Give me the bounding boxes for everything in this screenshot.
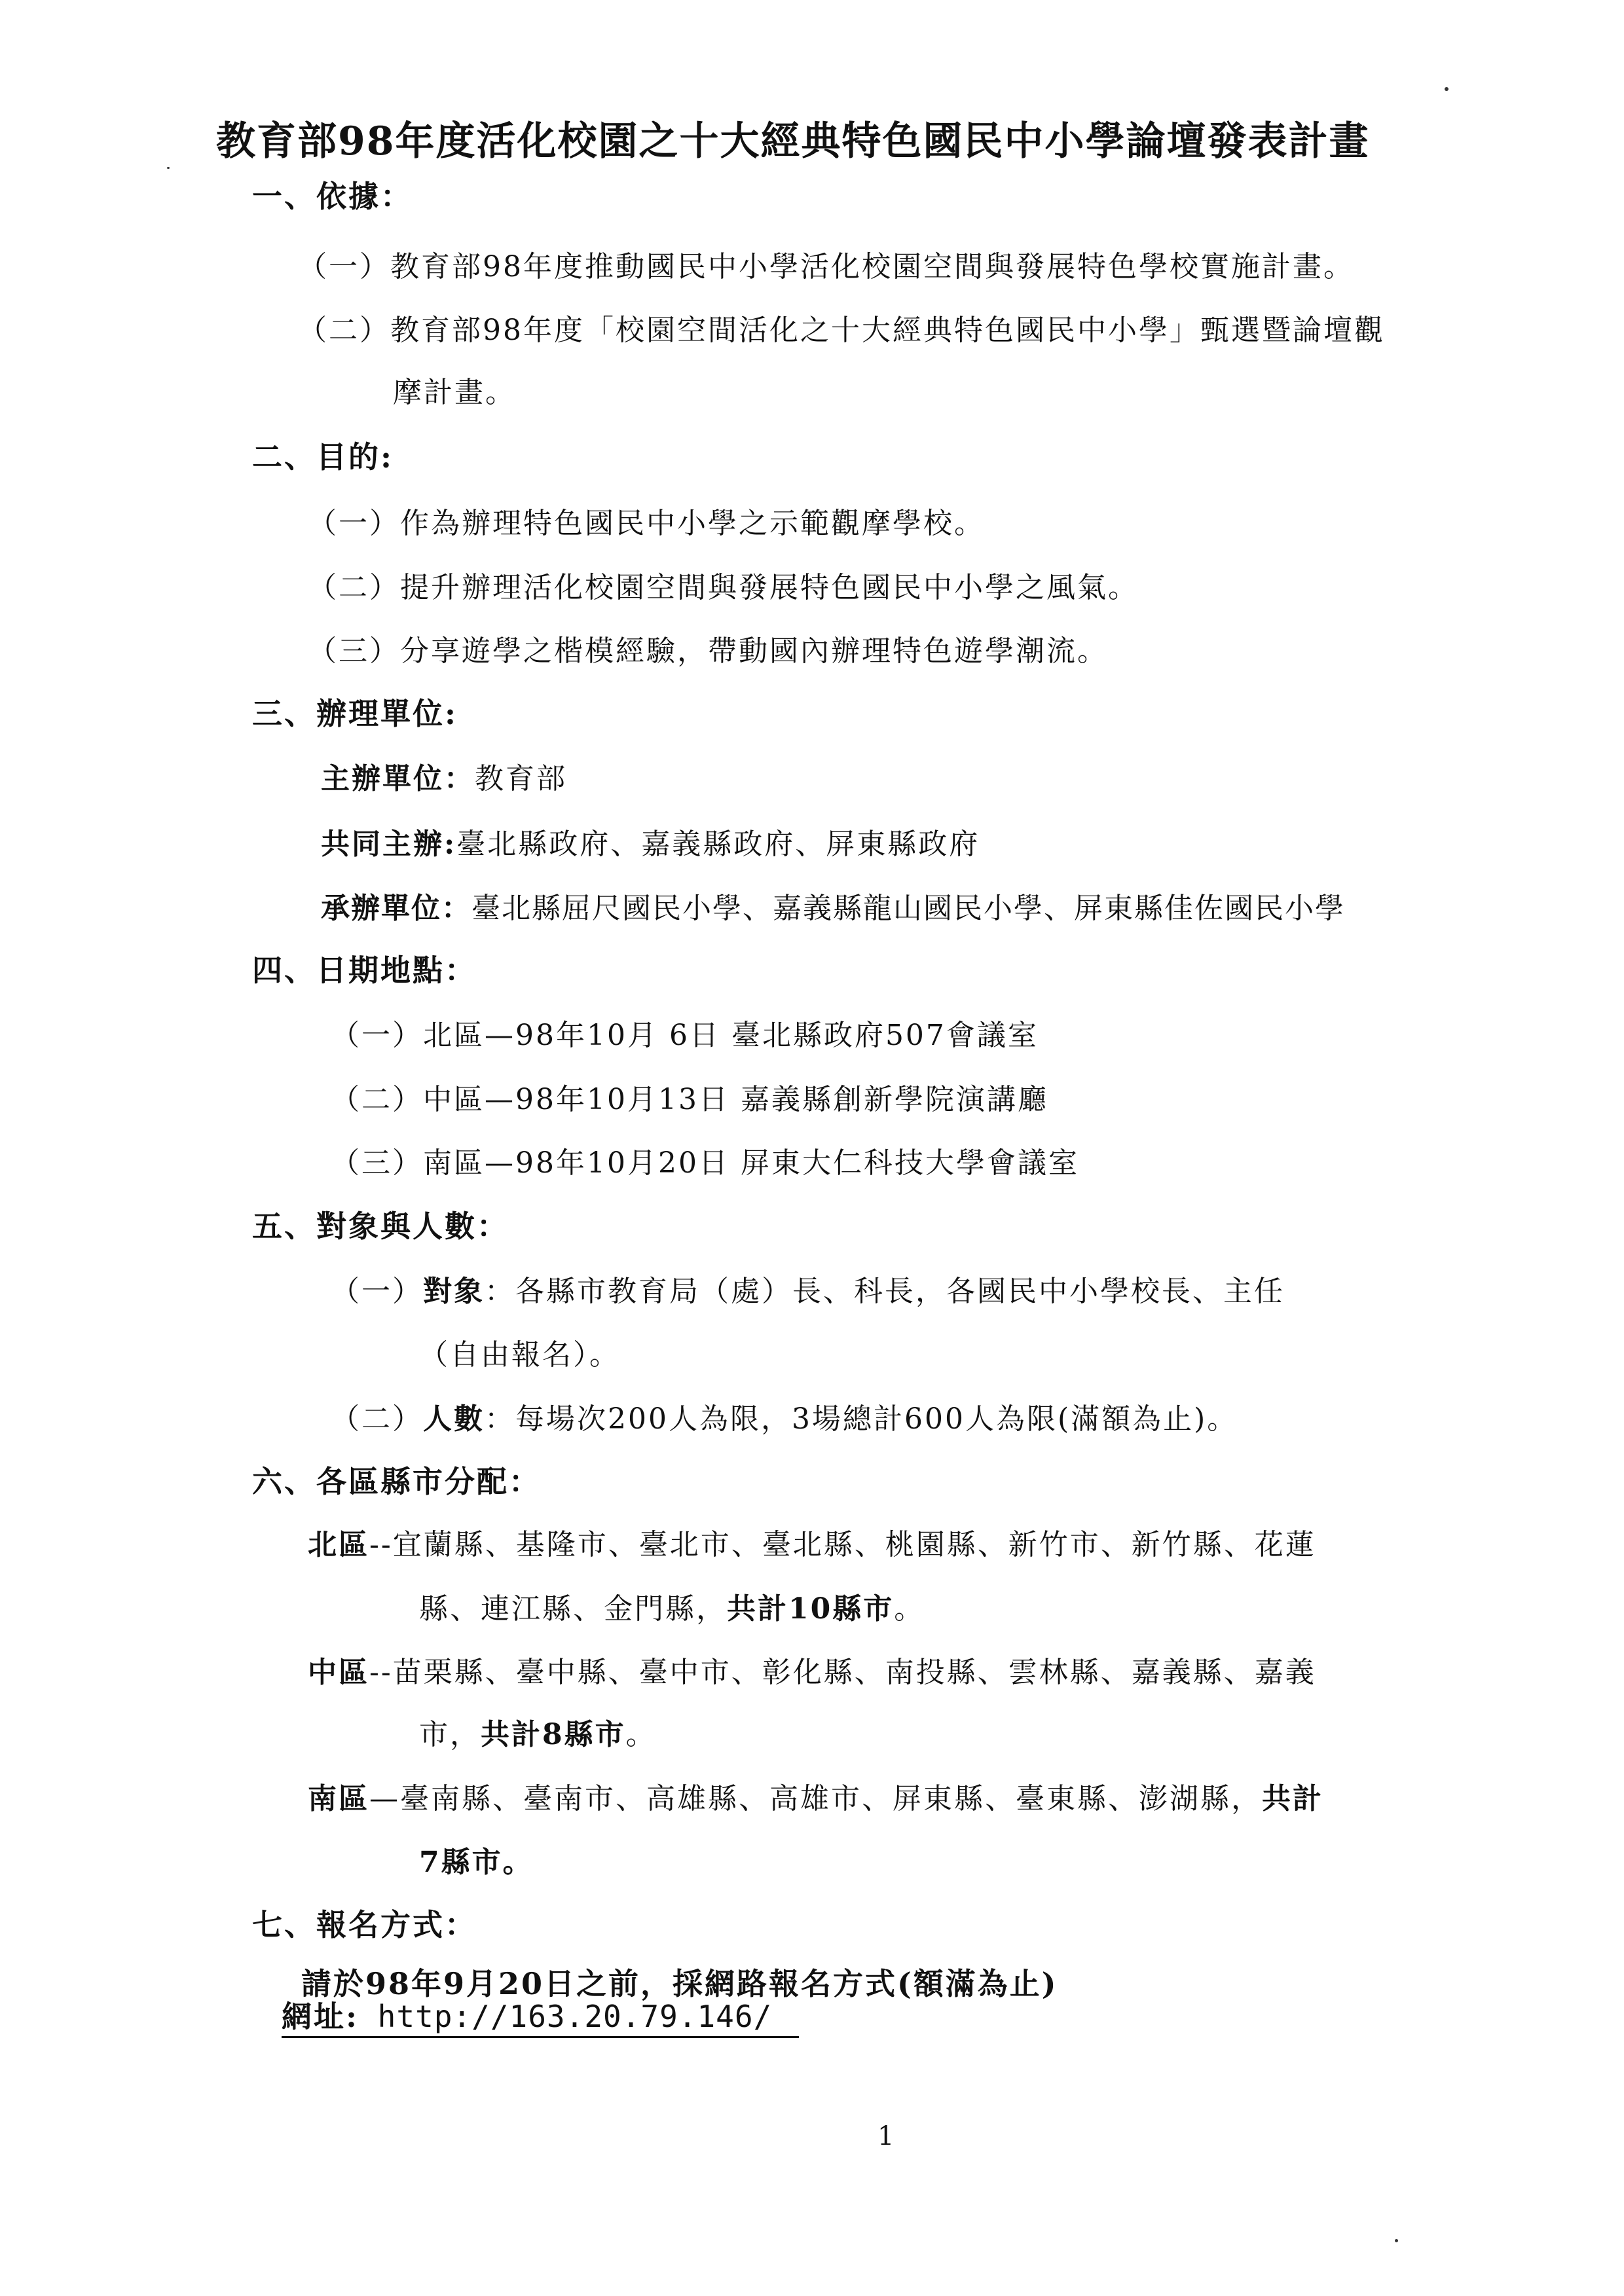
executor-row — [321, 889, 1345, 928]
executor-value: 臺北縣屈尺國民小學、嘉義縣龍山國民小學、屏東縣佳佐國民小學 — [471, 892, 1345, 925]
south-total: 共計 — [1262, 1782, 1323, 1815]
south-region-row — [308, 1779, 1323, 1819]
page-number: 1 — [877, 2121, 895, 2151]
host-row — [321, 759, 567, 799]
section-1-item-1: （一）教育部98年度推動國民中小學活化校園空間與發展特色學校實施計畫。 — [298, 250, 1354, 283]
central-cont: 市， — [419, 1718, 481, 1751]
section-7-heading: 七、報名方式： — [252, 1907, 477, 1942]
scan-speck — [167, 167, 170, 169]
south-text: —臺南縣、臺南市、高雄縣、高雄市、屏東縣、臺東縣、澎湖縣， — [369, 1782, 1262, 1815]
host-value: 教育部 — [475, 762, 567, 795]
section-5-item-2 — [331, 1400, 1238, 1439]
section-4-item-3: （三）南區—98年10月20日 屏東大仁科技大學會議室 — [331, 1146, 1079, 1180]
headcount-text: ：每場次200人為限，3場總計600人為限(滿額為止)。 — [485, 1402, 1238, 1436]
document-title: 教育部98年度活化校園之十大經典特色國民中小學論壇發表計畫 — [216, 118, 1370, 164]
audience-text: ：各縣市教育局（處）長、科長，各國民中小學校長、主任 — [485, 1275, 1285, 1308]
north-end: 。 — [894, 1592, 925, 1626]
section-4-item-1: （一）北區—98年10月 6日 臺北縣政府507會議室 — [331, 1019, 1039, 1052]
executor-label: 承辦單位： — [321, 892, 471, 925]
section-6-heading: 六、各區縣市分配： — [252, 1464, 541, 1499]
co-host-row — [321, 825, 980, 864]
scan-speck — [1395, 2239, 1398, 2242]
central-region-row — [308, 1653, 1316, 1692]
section-4-item-2: （二）中區—98年10月13日 嘉義縣創新學院演講廳 — [331, 1083, 1048, 1116]
co-host-value: 臺北縣政府、嘉義縣政府、屏東縣政府 — [456, 828, 980, 861]
co-host-label: 共同主辦: — [321, 828, 457, 861]
central-region-cont — [419, 1715, 657, 1755]
north-region-cont — [419, 1590, 925, 1629]
host-label: 主辦單位： — [321, 762, 475, 795]
section-2-item-3: （三）分享遊學之楷模經驗，帶動國內辦理特色遊學潮流。 — [308, 634, 1108, 668]
section-4-heading: 四、日期地點： — [252, 953, 477, 988]
section-1-item-2: （二）教育部98年度「校園空間活化之十大經典特色國民中小學」甄選暨論壇觀 — [298, 314, 1385, 347]
section-5-item-1-cont: （自由報名）。 — [419, 1338, 620, 1372]
item-prefix: （一） — [331, 1275, 423, 1308]
section-5-item-1 — [331, 1272, 1285, 1311]
headcount-label: 人數 — [423, 1402, 485, 1436]
section-5-heading: 五、對象與人數： — [252, 1209, 509, 1244]
audience-label: 對象 — [423, 1275, 485, 1308]
central-label: 中區 — [308, 1656, 369, 1689]
scan-speck — [1445, 87, 1449, 91]
section-1-item-2-cont: 摩計畫。 — [393, 376, 516, 409]
registration-url-row — [282, 1997, 799, 2038]
central-total: 共計8縣市 — [481, 1718, 626, 1751]
north-region-row — [308, 1525, 1316, 1565]
south-label: 南區 — [308, 1782, 369, 1815]
central-end: 。 — [625, 1718, 657, 1751]
section-1-heading: 一、依據： — [252, 179, 413, 214]
registration-deadline: 請於98年9月20日之前，採網路報名方式(額滿為止) — [301, 1966, 1058, 2001]
section-2-item-2: （二）提升辦理活化校園空間與發展特色國民中小學之風氣。 — [308, 571, 1139, 604]
section-3-heading: 三、辦理單位: — [252, 696, 458, 731]
url-label: 網址: — [282, 1999, 359, 2034]
item-prefix: （二） — [331, 1402, 423, 1436]
south-region-cont: 7縣市。 — [419, 1846, 534, 1879]
registration-url-link[interactable]: http://163.20.79.146/ — [358, 1999, 773, 2034]
north-cont: 縣、連江縣、金門縣， — [419, 1592, 727, 1626]
north-text: --宜蘭縣、基隆市、臺北市、臺北縣、桃園縣、新竹市、新竹縣、花蓮 — [369, 1528, 1316, 1561]
central-text: --苗栗縣、臺中縣、臺中市、彰化縣、南投縣、雲林縣、嘉義縣、嘉義 — [369, 1656, 1316, 1689]
north-label: 北區 — [308, 1528, 369, 1561]
section-2-heading: 二、目的: — [252, 439, 394, 475]
section-2-item-1: （一）作為辦理特色國民中小學之示範觀摩學校。 — [308, 507, 985, 540]
north-total: 共計10縣市 — [727, 1592, 895, 1626]
